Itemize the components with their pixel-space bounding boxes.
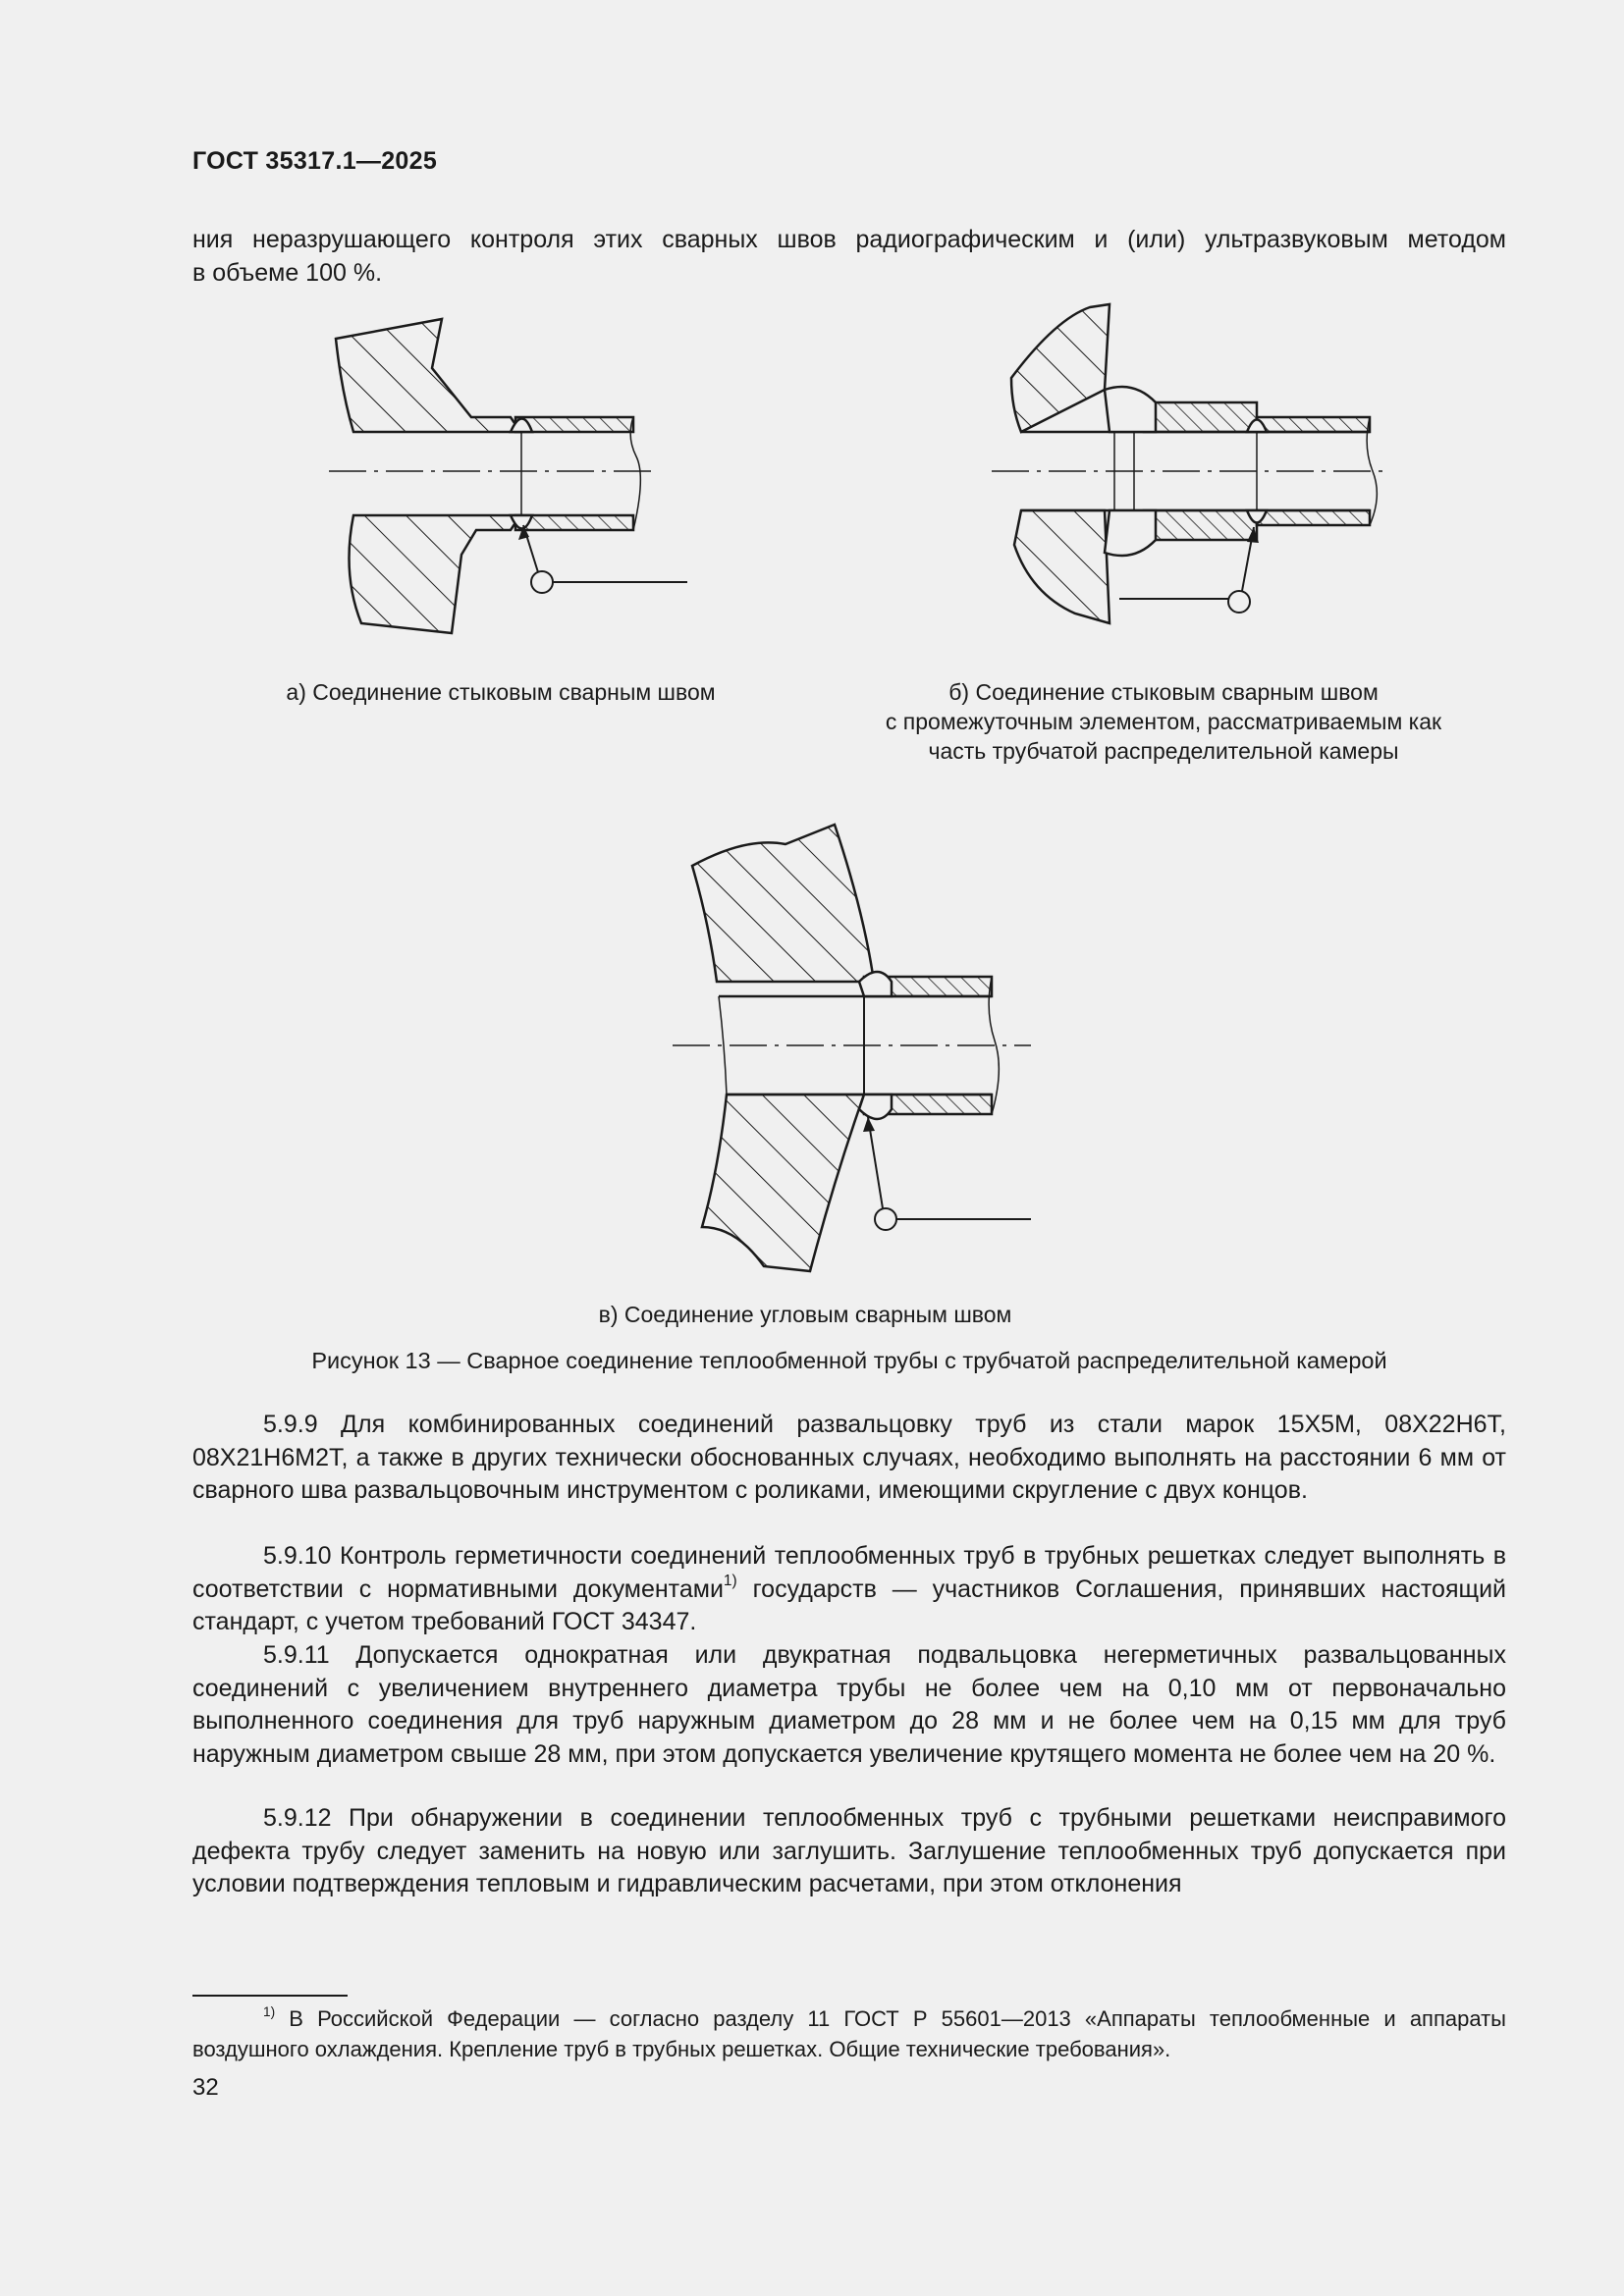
footnote bbox=[192, 2003, 1506, 2064]
figure-c-caption: в) Соединение угловым сварным швом bbox=[598, 1302, 1012, 1327]
footnote-mark: 1) bbox=[263, 2003, 276, 2019]
intro-paragraph bbox=[192, 224, 1506, 290]
figure-c-drawing bbox=[658, 825, 1051, 1286]
section-5-9-10 bbox=[192, 1540, 1506, 1639]
figure-title: Рисунок 13 — Сварное соединение теплообменной трубы с трубчатой распределительной камерой bbox=[311, 1348, 1387, 1373]
figure-a-drawing bbox=[314, 299, 707, 643]
footnote-rule bbox=[192, 1995, 348, 1997]
document-header: ГОСТ 35317.1—2025 bbox=[192, 147, 438, 175]
intro-line-2: в объеме 100 %. bbox=[192, 258, 383, 287]
page-number: 32 bbox=[192, 2074, 219, 2101]
figure-b-caption-line-1: б) Соединение стыковым сварным швом bbox=[948, 679, 1379, 705]
intro-line-1: ния неразрушающего контроля этих сварных швов радиографическим и (или) ультразвуковым методом bbox=[192, 226, 1506, 253]
section-5-9-11: 5.9.11 Допускается однократная или двукратная подвальцовка негерметичных развальцованных соединений с увеличением внутреннего диаметра трубы не более чем на 0,10 мм от первоначально выполненного соединения для труб наружным диаметром до 28 мм и не более чем на 0,15 мм для труб наружным диаметром свыше 28 мм, при этом допускается увеличение крутящего момента не более чем на 20 %. bbox=[192, 1641, 1506, 1768]
section-5-9-12: 5.9.12 При обнаружении в соединении теплообменных труб с трубными решетками неисправимого дефекта трубу следует заменить на новую или заглушить. Заглушение теплообменных труб допускается при условии подтверждения тепловым и гидравлическим расчетами, при этом отклонения bbox=[192, 1804, 1506, 1897]
figure-b-caption-line-2: с промежуточным элементом, рассматриваемым как bbox=[885, 709, 1442, 734]
section-5-9-10-part-b: государств — участников Соглашения, принявших настоящий стандарт, с учетом требований ГОСТ 34347. bbox=[192, 1575, 1506, 1635]
section-5-9-10-part-a: 5.9.10 Контроль герметичности соединений теплообменных труб в трубных решетках следует выполнять в соответствии с нормативными документами bbox=[192, 1542, 1506, 1603]
figure-b-drawing bbox=[987, 299, 1399, 633]
footnote-ref: 1) bbox=[723, 1572, 737, 1589]
section-5-9-9: 5.9.9 Для комбинированных соединений развальцовку труб из стали марок 15Х5М, 08Х22Н6Т, 08Х21Н6М2Т, а также в других технически обоснованных случаях, необходимо выполнять на расстоянии 6 мм от сварного шва развальцовочным инструментом с роликами, имеющими скругление с двух концов. bbox=[192, 1411, 1506, 1504]
figure-a-caption: а) Соединение стыковым сварным швом bbox=[286, 679, 716, 705]
footnote-text: В Российской Федерации — согласно разделу 11 ГОСТ Р 55601—2013 «Аппараты теплообменные и аппараты воздушного охлаждения. Крепление труб в трубных решетках. Общие технические требования». bbox=[192, 2006, 1506, 2061]
figure-b-caption-line-3: часть трубчатой распределительной камеры bbox=[928, 738, 1399, 764]
figure-b-caption bbox=[844, 677, 1483, 766]
